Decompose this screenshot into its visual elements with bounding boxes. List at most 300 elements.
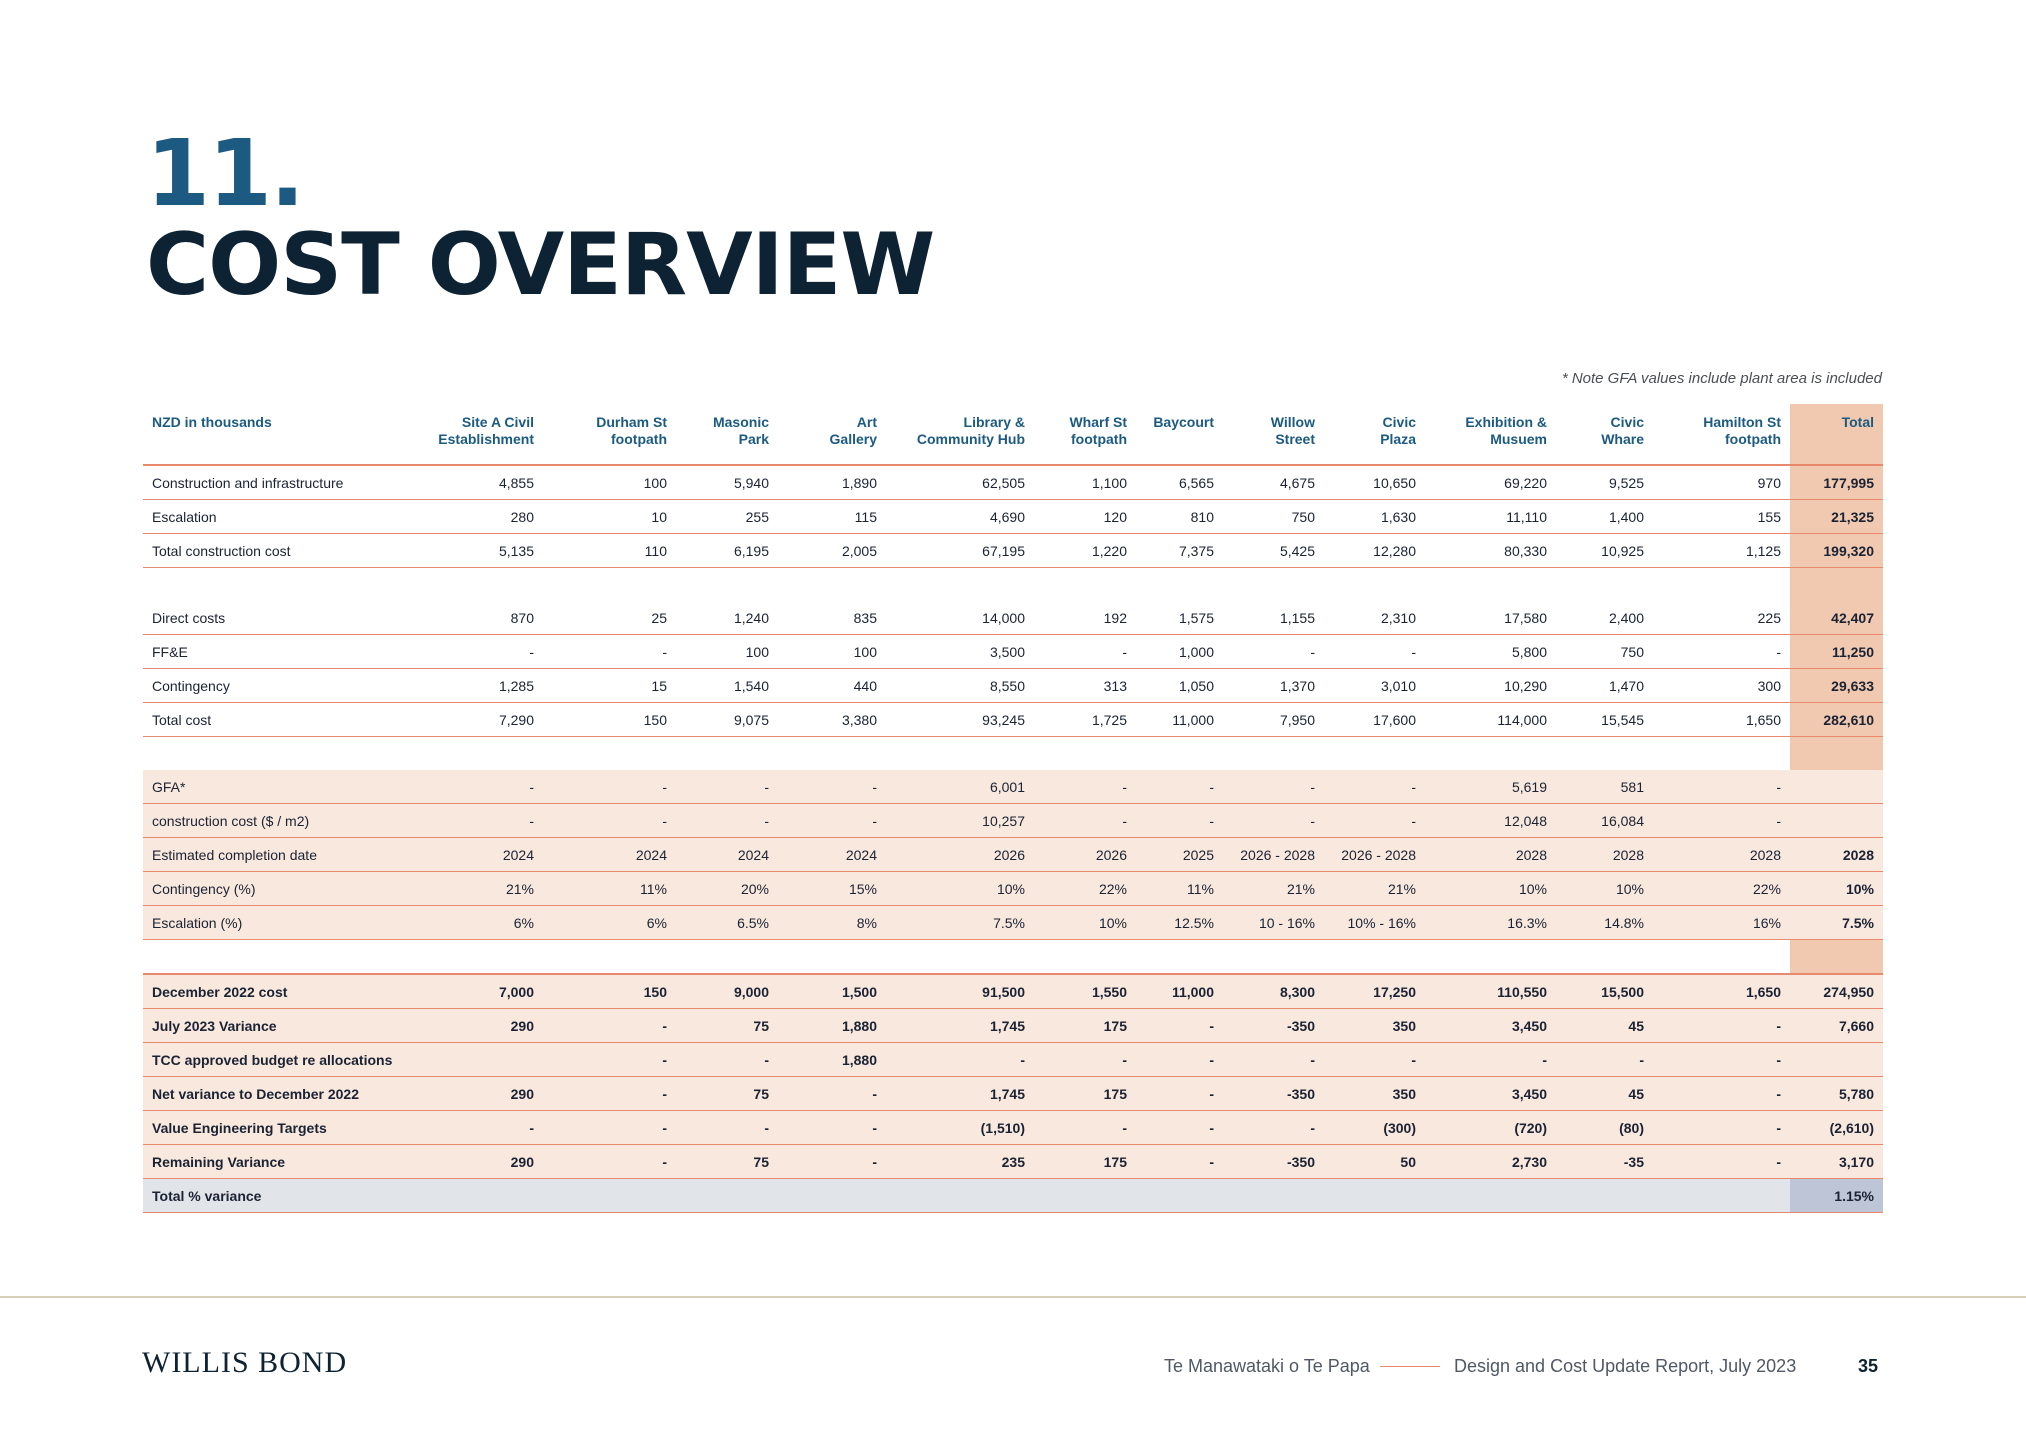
column-header: Library & Community Hub <box>886 404 1034 465</box>
row-label: December 2022 cost <box>143 974 413 1009</box>
table-cell: - <box>1653 1077 1790 1111</box>
total-cell: 42,407 <box>1790 601 1883 635</box>
spacer-cell <box>413 737 543 771</box>
table-cell: 1,745 <box>886 1009 1034 1043</box>
column-header: Baycourt <box>1136 404 1223 465</box>
spacer-cell <box>1556 940 1653 975</box>
table-cell: 2024 <box>413 838 543 872</box>
table-cell: 69,220 <box>1425 465 1556 500</box>
row-label: Remaining Variance <box>143 1145 413 1179</box>
table-cell: 155 <box>1653 500 1790 534</box>
column-header: Willow Street <box>1223 404 1324 465</box>
table-cell: 3,010 <box>1324 669 1425 703</box>
table-cell: 1,880 <box>778 1009 886 1043</box>
table-cell: - <box>676 804 778 838</box>
table-cell: 1,745 <box>886 1077 1034 1111</box>
table-cell: 3,450 <box>1425 1077 1556 1111</box>
table-cell: 175 <box>1034 1077 1136 1111</box>
column-header-total: Total <box>1790 404 1883 465</box>
table-cell: 17,600 <box>1324 703 1425 737</box>
spacer-cell <box>413 568 543 602</box>
table-cell: 21% <box>1223 872 1324 906</box>
table-cell: 2026 <box>1034 838 1136 872</box>
table-cell: 2,005 <box>778 534 886 568</box>
table-cell: 1,470 <box>1556 669 1653 703</box>
total-cell: (2,610) <box>1790 1111 1883 1145</box>
table-cell: 16% <box>1653 906 1790 940</box>
table-cell: - <box>1223 770 1324 804</box>
table-cell: 12.5% <box>1136 906 1223 940</box>
table-cell: 1,650 <box>1653 974 1790 1009</box>
table-cell: 1,370 <box>1223 669 1324 703</box>
table-cell: 10 <box>543 500 676 534</box>
row-label: TCC approved budget re allocations <box>143 1043 413 1077</box>
spacer-cell <box>1790 568 1883 602</box>
table-cell: 75 <box>676 1077 778 1111</box>
table-cell: 1,650 <box>1653 703 1790 737</box>
table-cell: 290 <box>413 1145 543 1179</box>
spacer-cell <box>676 737 778 771</box>
table-cell: 255 <box>676 500 778 534</box>
table-cell: 2,730 <box>1425 1145 1556 1179</box>
table-cell: 11,110 <box>1425 500 1556 534</box>
spacer-cell <box>1223 737 1324 771</box>
footer-project-name: Te Manawataki o Te Papa <box>1164 1356 1370 1376</box>
table-cell <box>1556 1179 1653 1213</box>
table-cell: 17,250 <box>1324 974 1425 1009</box>
column-header: Civic Plaza <box>1324 404 1425 465</box>
row-label: Net variance to December 2022 <box>143 1077 413 1111</box>
table-cell: 235 <box>886 1145 1034 1179</box>
cost-overview-table <box>143 404 1883 1213</box>
row-label: GFA* <box>143 770 413 804</box>
table-cell: - <box>1136 1111 1223 1145</box>
table-cell: - <box>1653 1043 1790 1077</box>
table-cell: 7,950 <box>1223 703 1324 737</box>
table-row <box>143 1009 1883 1043</box>
spacer-cell <box>1425 940 1556 975</box>
row-label: FF&E <box>143 635 413 669</box>
table-cell: 11,000 <box>1136 974 1223 1009</box>
table-cell: -350 <box>1223 1145 1324 1179</box>
table-row <box>143 465 1883 500</box>
table-cell: 3,500 <box>886 635 1034 669</box>
table-cell: - <box>676 770 778 804</box>
table-cell: 150 <box>543 974 676 1009</box>
table-cell: - <box>543 1111 676 1145</box>
table-cell: 9,000 <box>676 974 778 1009</box>
table-cell: - <box>1223 1043 1324 1077</box>
table-cell: 8% <box>778 906 886 940</box>
spacer-row <box>143 737 1883 771</box>
table-cell: 1,100 <box>1034 465 1136 500</box>
table-row <box>143 601 1883 635</box>
table-cell: - <box>1223 635 1324 669</box>
table-cell: 10% <box>1556 872 1653 906</box>
table-cell: 16.3% <box>1425 906 1556 940</box>
table-cell: 10% <box>886 872 1034 906</box>
table-row <box>143 500 1883 534</box>
table-cell: 1,400 <box>1556 500 1653 534</box>
table-cell: - <box>413 770 543 804</box>
table-cell: - <box>543 804 676 838</box>
table-cell: 750 <box>1556 635 1653 669</box>
table-cell <box>413 1043 543 1077</box>
total-cell: 5,780 <box>1790 1077 1883 1111</box>
table-cell: 50 <box>1324 1145 1425 1179</box>
table-cell: 9,075 <box>676 703 778 737</box>
table-cell: - <box>1556 1043 1653 1077</box>
table-row <box>143 906 1883 940</box>
table-cell: 1,125 <box>1653 534 1790 568</box>
table-cell: - <box>1653 770 1790 804</box>
spacer-cell <box>778 737 886 771</box>
total-cell: 11,250 <box>1790 635 1883 669</box>
spacer-cell <box>676 568 778 602</box>
table-cell: 7,000 <box>413 974 543 1009</box>
table-cell: 350 <box>1324 1009 1425 1043</box>
table-cell: - <box>1136 804 1223 838</box>
table-cell: - <box>543 1145 676 1179</box>
table-cell: 835 <box>778 601 886 635</box>
table-cell: 45 <box>1556 1077 1653 1111</box>
table-cell: 75 <box>676 1145 778 1179</box>
spacer-cell <box>1556 737 1653 771</box>
table-cell <box>1034 1179 1136 1213</box>
row-label: Total construction cost <box>143 534 413 568</box>
table-row <box>143 1043 1883 1077</box>
total-cell: 199,320 <box>1790 534 1883 568</box>
table-cell: 4,675 <box>1223 465 1324 500</box>
table-cell: 10% <box>1425 872 1556 906</box>
spacer-cell <box>143 568 413 602</box>
total-cell: 29,633 <box>1790 669 1883 703</box>
spacer-cell <box>1034 940 1136 975</box>
table-cell: 10,650 <box>1324 465 1425 500</box>
spacer-cell <box>1653 568 1790 602</box>
table-cell: 110 <box>543 534 676 568</box>
table-body <box>143 465 1883 1213</box>
total-cell: 274,950 <box>1790 974 1883 1009</box>
column-header: Hamilton St footpath <box>1653 404 1790 465</box>
table-cell: - <box>1136 1043 1223 1077</box>
column-header: NZD in thousands <box>143 404 413 465</box>
table-cell: 1,630 <box>1324 500 1425 534</box>
row-label: Contingency (%) <box>143 872 413 906</box>
table-cell: 62,505 <box>886 465 1034 500</box>
table-cell: 7,290 <box>413 703 543 737</box>
table-cell: 1,550 <box>1034 974 1136 1009</box>
table-cell: 2028 <box>1425 838 1556 872</box>
table-cell <box>1223 1179 1324 1213</box>
spacer-cell <box>1790 737 1883 771</box>
row-label: Total cost <box>143 703 413 737</box>
table-cell: 75 <box>676 1009 778 1043</box>
table-cell: 150 <box>543 703 676 737</box>
table-cell <box>1653 1179 1790 1213</box>
table-cell: 1,725 <box>1034 703 1136 737</box>
table-cell: 11% <box>543 872 676 906</box>
table-cell: 15% <box>778 872 886 906</box>
total-cell: 21,325 <box>1790 500 1883 534</box>
table-cell: 14.8% <box>1556 906 1653 940</box>
table-cell: (1,510) <box>886 1111 1034 1145</box>
table-cell: - <box>1223 804 1324 838</box>
table-cell: 280 <box>413 500 543 534</box>
table-cell: 440 <box>778 669 886 703</box>
spacer-cell <box>1324 940 1425 975</box>
table-cell: 8,550 <box>886 669 1034 703</box>
table-cell: - <box>1034 804 1136 838</box>
table-cell: 192 <box>1034 601 1136 635</box>
table-cell: 100 <box>543 465 676 500</box>
total-cell: 282,610 <box>1790 703 1883 737</box>
spacer-cell <box>543 737 676 771</box>
table-row <box>143 1145 1883 1179</box>
table-cell: 6.5% <box>676 906 778 940</box>
table-cell: 1,220 <box>1034 534 1136 568</box>
row-label: Value Engineering Targets <box>143 1111 413 1145</box>
table-header-row <box>143 404 1883 465</box>
table-cell: 970 <box>1653 465 1790 500</box>
table-cell: 1,000 <box>1136 635 1223 669</box>
table-row <box>143 703 1883 737</box>
spacer-cell <box>543 940 676 975</box>
table-cell: - <box>1324 1043 1425 1077</box>
total-cell <box>1790 804 1883 838</box>
table-cell: -350 <box>1223 1009 1324 1043</box>
table-cell: 10% <box>1034 906 1136 940</box>
table-row <box>143 534 1883 568</box>
table-cell: 45 <box>1556 1009 1653 1043</box>
table-cell: - <box>886 1043 1034 1077</box>
table-cell: 14,000 <box>886 601 1034 635</box>
spacer-cell <box>1136 568 1223 602</box>
table-cell: 2024 <box>778 838 886 872</box>
total-cell: 1.15% <box>1790 1179 1883 1213</box>
table-cell: 6% <box>413 906 543 940</box>
table-cell <box>676 1179 778 1213</box>
row-label: July 2023 Variance <box>143 1009 413 1043</box>
total-cell: 2028 <box>1790 838 1883 872</box>
table-row <box>143 1077 1883 1111</box>
table-cell: - <box>676 1111 778 1145</box>
spacer-cell <box>143 940 413 975</box>
table-cell: - <box>778 1077 886 1111</box>
row-label: Total % variance <box>143 1179 413 1213</box>
table-cell: 10,290 <box>1425 669 1556 703</box>
table-cell: - <box>778 804 886 838</box>
table-cell: - <box>543 1043 676 1077</box>
table-cell: 2028 <box>1653 838 1790 872</box>
column-header: Art Gallery <box>778 404 886 465</box>
table-cell: 17,580 <box>1425 601 1556 635</box>
table-cell: 6,195 <box>676 534 778 568</box>
spacer-cell <box>1324 568 1425 602</box>
table-cell: 15 <box>543 669 676 703</box>
table-cell: - <box>778 770 886 804</box>
table-cell: 6,001 <box>886 770 1034 804</box>
table-cell: 11% <box>1136 872 1223 906</box>
total-cell: 7.5% <box>1790 906 1883 940</box>
table-cell: 5,619 <box>1425 770 1556 804</box>
row-label: Construction and infrastructure <box>143 465 413 500</box>
table-cell: 2026 - 2028 <box>1324 838 1425 872</box>
table-cell: 1,285 <box>413 669 543 703</box>
table-cell: -350 <box>1223 1077 1324 1111</box>
table-cell: 2028 <box>1556 838 1653 872</box>
page-title: COST OVERVIEW <box>146 215 935 315</box>
table-cell: 15,545 <box>1556 703 1653 737</box>
table-cell: - <box>1425 1043 1556 1077</box>
section-number: 11. <box>146 120 303 227</box>
table-cell: - <box>1324 635 1425 669</box>
spacer-cell <box>778 940 886 975</box>
row-label: Escalation <box>143 500 413 534</box>
table-cell: - <box>1136 1077 1223 1111</box>
table-cell: 350 <box>1324 1077 1425 1111</box>
table-cell: 11,000 <box>1136 703 1223 737</box>
table-cell <box>1425 1179 1556 1213</box>
table-cell: - <box>543 635 676 669</box>
table-cell: 93,245 <box>886 703 1034 737</box>
table-cell: 91,500 <box>886 974 1034 1009</box>
total-cell <box>1790 1043 1883 1077</box>
table-row <box>143 1179 1883 1213</box>
table-cell: - <box>1653 804 1790 838</box>
column-header: Wharf St footpath <box>1034 404 1136 465</box>
spacer-row <box>143 940 1883 975</box>
table-cell: 8,300 <box>1223 974 1324 1009</box>
table-cell: - <box>413 635 543 669</box>
table-cell: 5,135 <box>413 534 543 568</box>
spacer-cell <box>1556 568 1653 602</box>
footer-report-title: Design and Cost Update Report, July 2023 <box>1454 1356 1797 1376</box>
spacer-cell <box>778 568 886 602</box>
table-cell: (720) <box>1425 1111 1556 1145</box>
table-cell: 810 <box>1136 500 1223 534</box>
footer-divider <box>0 1296 2026 1298</box>
table-cell: 20% <box>676 872 778 906</box>
table-cell: - <box>1223 1111 1324 1145</box>
column-header: Civic Whare <box>1556 404 1653 465</box>
row-label: Contingency <box>143 669 413 703</box>
table-cell: 5,425 <box>1223 534 1324 568</box>
table-cell: 6,565 <box>1136 465 1223 500</box>
table-cell: 313 <box>1034 669 1136 703</box>
table-cell <box>413 1179 543 1213</box>
spacer-cell <box>1324 737 1425 771</box>
table-cell: - <box>676 1043 778 1077</box>
table-cell: - <box>1034 635 1136 669</box>
table-cell: 4,855 <box>413 465 543 500</box>
table-cell: 581 <box>1556 770 1653 804</box>
table-cell: 2,400 <box>1556 601 1653 635</box>
spacer-cell <box>1790 940 1883 975</box>
table-cell: 12,280 <box>1324 534 1425 568</box>
table-cell: - <box>1136 1009 1223 1043</box>
table-cell <box>886 1179 1034 1213</box>
page-number: 35 <box>1858 1356 1879 1376</box>
table-cell: 2025 <box>1136 838 1223 872</box>
table-cell: 175 <box>1034 1145 1136 1179</box>
table-cell: 1,540 <box>676 669 778 703</box>
table-cell <box>1324 1179 1425 1213</box>
table-cell: 12,048 <box>1425 804 1556 838</box>
table-cell: 290 <box>413 1077 543 1111</box>
table-cell <box>778 1179 886 1213</box>
table-cell: 80,330 <box>1425 534 1556 568</box>
table-cell: 290 <box>413 1009 543 1043</box>
table-cell: 21% <box>413 872 543 906</box>
table-cell: 300 <box>1653 669 1790 703</box>
total-cell: 3,170 <box>1790 1145 1883 1179</box>
spacer-cell <box>1223 940 1324 975</box>
spacer-cell <box>886 940 1034 975</box>
table-cell: 2,310 <box>1324 601 1425 635</box>
table-cell: 3,450 <box>1425 1009 1556 1043</box>
table-cell: - <box>543 770 676 804</box>
column-header: Site A Civil Establishment <box>413 404 543 465</box>
table-cell: - <box>413 804 543 838</box>
table-row <box>143 770 1883 804</box>
table-row <box>143 635 1883 669</box>
table-cell: 110,550 <box>1425 974 1556 1009</box>
table-row <box>143 804 1883 838</box>
gfa-note: * Note GFA values include plant area is included <box>1561 370 1882 387</box>
spacer-cell <box>1136 940 1223 975</box>
table-cell: - <box>1136 770 1223 804</box>
table-cell: 9,525 <box>1556 465 1653 500</box>
table-cell: 2024 <box>543 838 676 872</box>
table-cell: - <box>778 1111 886 1145</box>
table-cell: 6% <box>543 906 676 940</box>
table-cell: - <box>1324 804 1425 838</box>
table-cell: 5,940 <box>676 465 778 500</box>
row-label: Escalation (%) <box>143 906 413 940</box>
spacer-cell <box>143 737 413 771</box>
table-cell: 2026 <box>886 838 1034 872</box>
table-cell: 1,500 <box>778 974 886 1009</box>
table-cell: 22% <box>1653 872 1790 906</box>
spacer-cell <box>886 568 1034 602</box>
footer-separator <box>1380 1366 1440 1367</box>
table-cell: 100 <box>778 635 886 669</box>
row-label: Direct costs <box>143 601 413 635</box>
table-cell: 16,084 <box>1556 804 1653 838</box>
spacer-cell <box>676 940 778 975</box>
table-cell: 67,195 <box>886 534 1034 568</box>
table-cell: 25 <box>543 601 676 635</box>
table-cell: - <box>543 1077 676 1111</box>
table-cell: 15,500 <box>1556 974 1653 1009</box>
table-cell: - <box>1034 770 1136 804</box>
column-header: Exhibition & Musuem <box>1425 404 1556 465</box>
spacer-cell <box>1425 737 1556 771</box>
spacer-cell <box>1653 737 1790 771</box>
table-cell: 1,155 <box>1223 601 1324 635</box>
table-cell <box>1136 1179 1223 1213</box>
spacer-cell <box>543 568 676 602</box>
table-cell: 5,800 <box>1425 635 1556 669</box>
table-cell: - <box>543 1009 676 1043</box>
table-cell: 2024 <box>676 838 778 872</box>
spacer-cell <box>1653 940 1790 975</box>
table-cell: 870 <box>413 601 543 635</box>
table-row <box>143 669 1883 703</box>
table-cell: 4,690 <box>886 500 1034 534</box>
table-cell: 115 <box>778 500 886 534</box>
